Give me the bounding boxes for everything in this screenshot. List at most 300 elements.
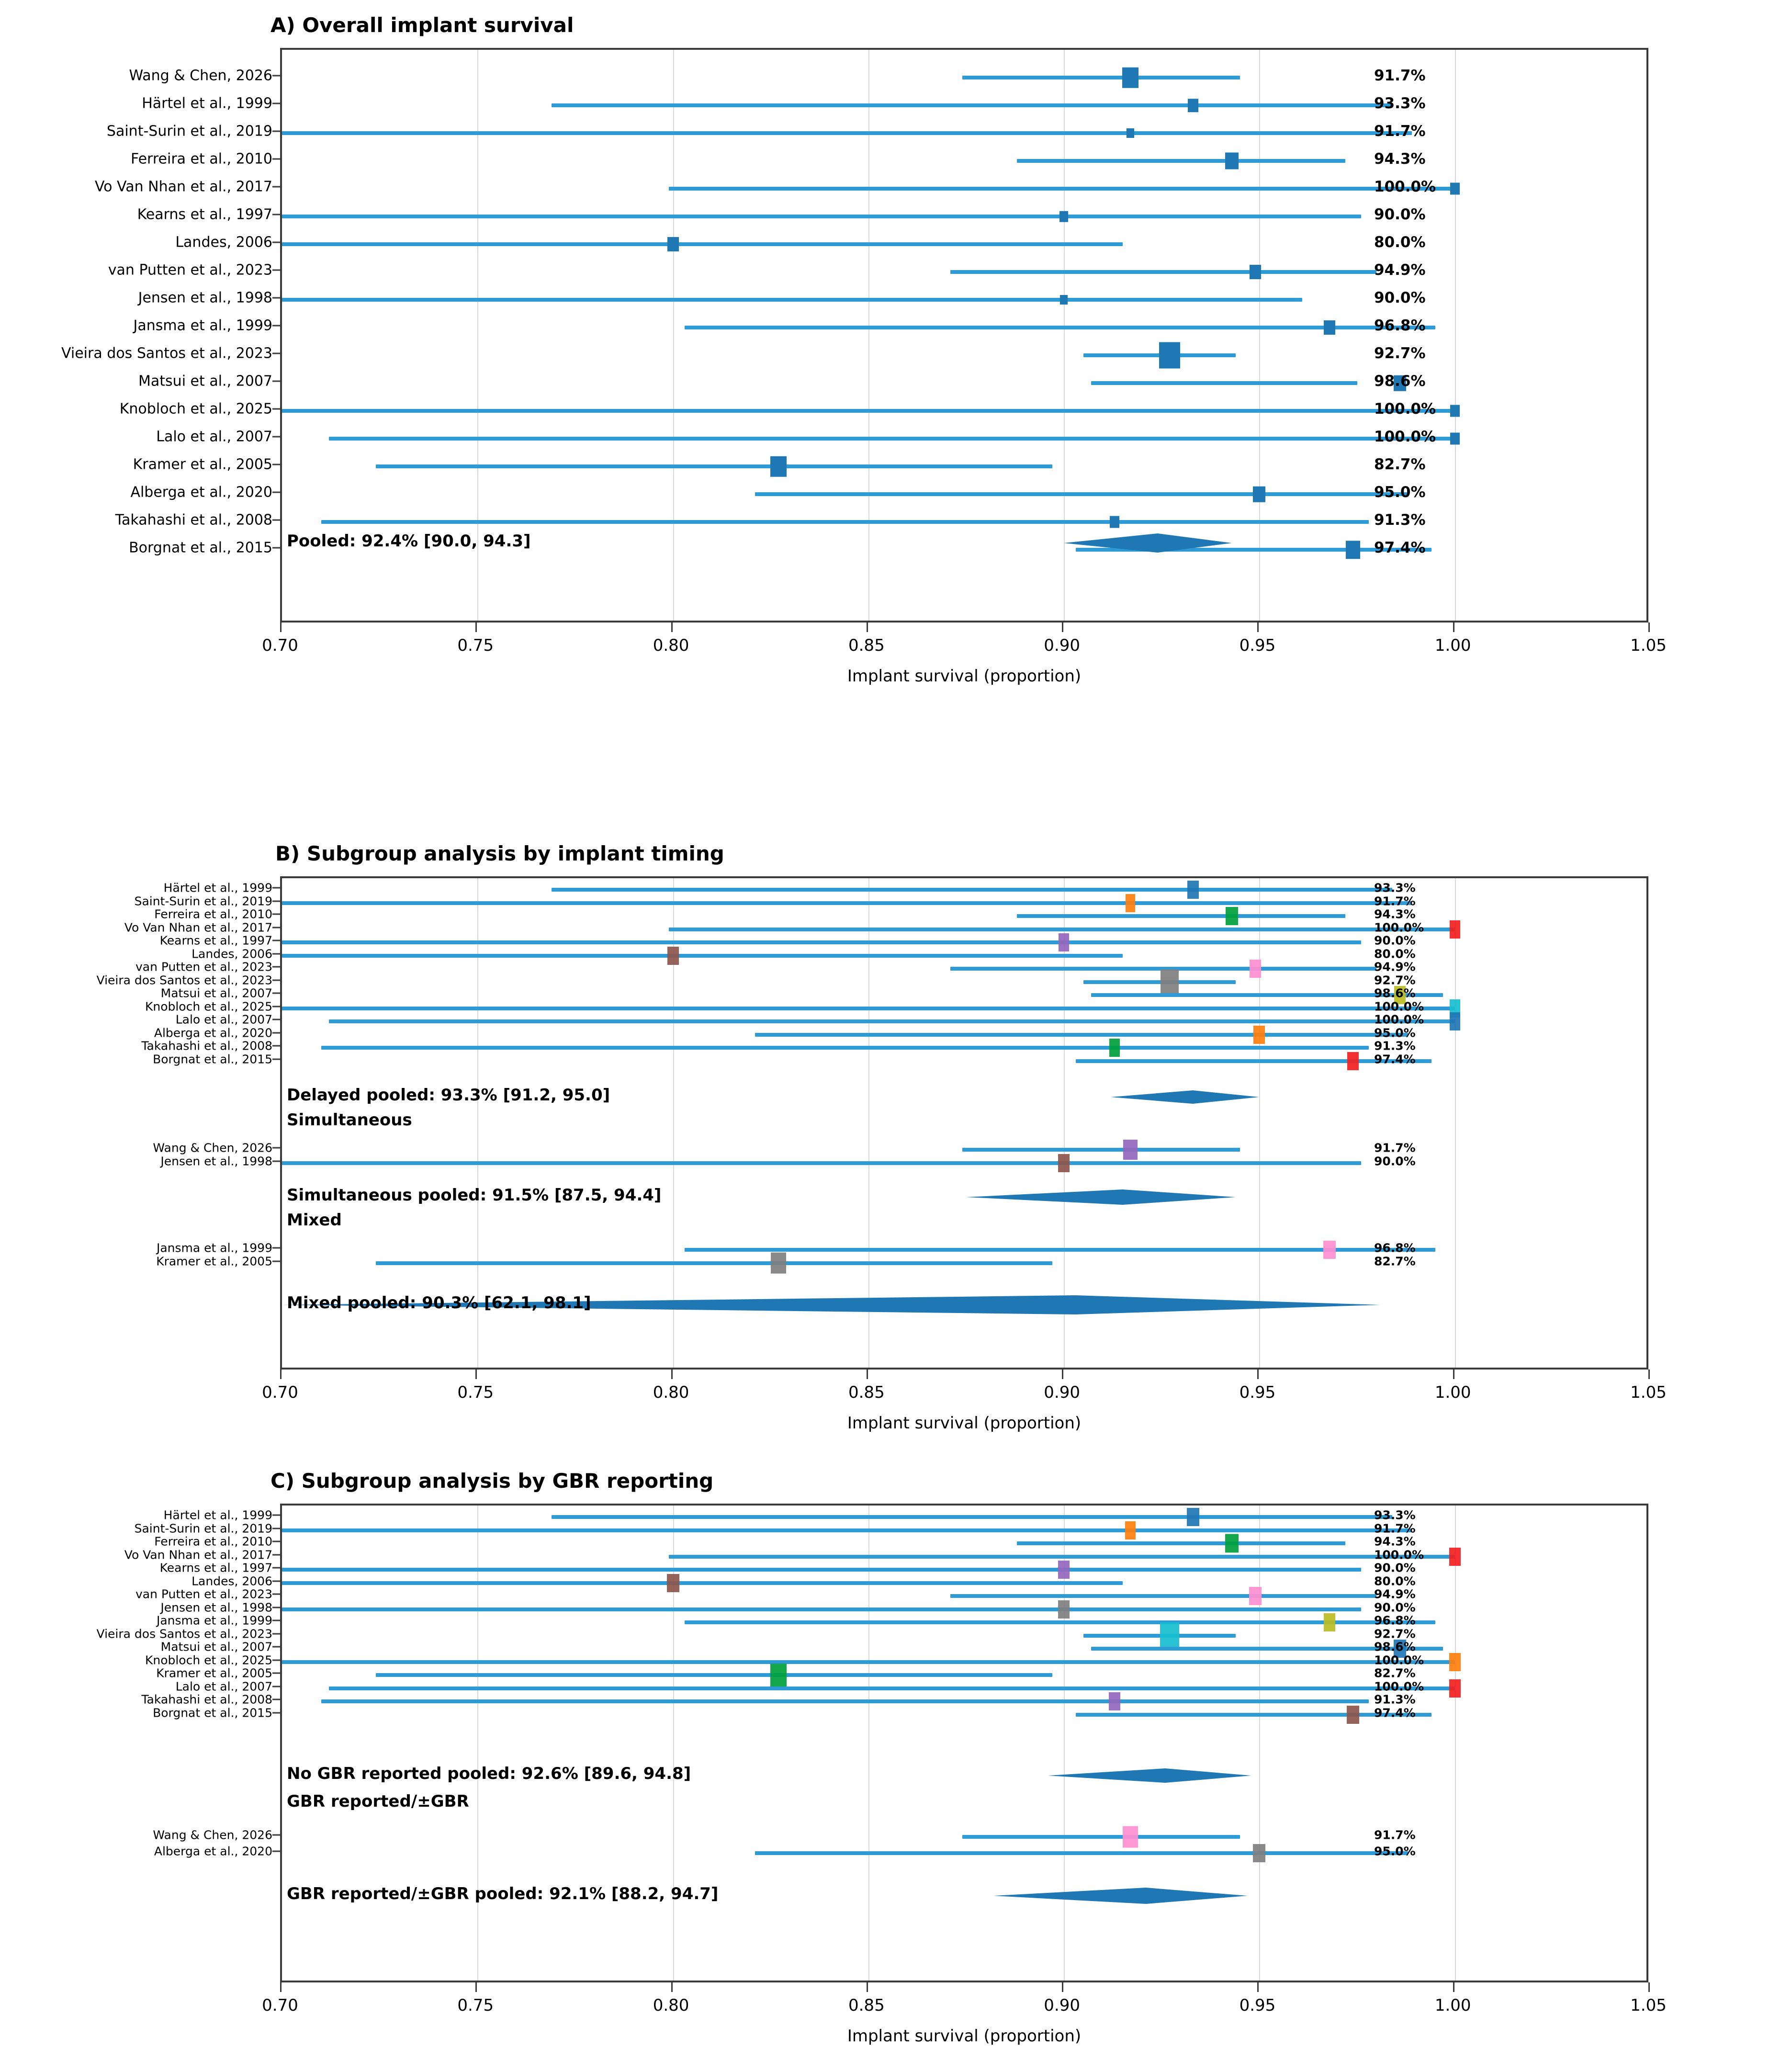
study-label: Kramer et al., 2005 [156, 1254, 272, 1268]
y-tick [272, 1515, 280, 1516]
study-label: Kramer et al., 2005 [156, 1666, 272, 1680]
ci-line [321, 1699, 1369, 1703]
study-label: Takahashi et al., 2008 [141, 1692, 272, 1707]
study-label: Alberga et al., 2020 [154, 1026, 272, 1040]
study-percent: 90.0% [1374, 289, 1426, 306]
y-tick [272, 1699, 280, 1700]
study-marker [1109, 1039, 1120, 1057]
study-label: Härtel et al., 1999 [163, 1508, 272, 1522]
ci-line [685, 1248, 1435, 1252]
gridline-0.90 [1064, 878, 1065, 1368]
study-percent: 90.0% [1374, 1600, 1416, 1614]
ci-line [685, 326, 1435, 329]
x-tick [280, 1982, 282, 1992]
study-percent: 96.8% [1374, 317, 1426, 334]
ci-line [552, 888, 1392, 892]
study-percent: 93.3% [1374, 95, 1426, 112]
pooled-diamond [1111, 1090, 1259, 1104]
x-tick [1453, 1370, 1454, 1379]
study-marker [1226, 907, 1238, 925]
study-marker [1110, 516, 1119, 528]
study-label: Landes, 2006 [192, 1574, 272, 1588]
study-label: Jansma et al., 1999 [133, 317, 272, 334]
y-tick [272, 1673, 280, 1674]
pooled-label: Delayed pooled: 93.3% [91.2, 95.0] [287, 1086, 610, 1105]
x-axis-title: Implant survival (proportion) [847, 667, 1082, 686]
y-tick [272, 966, 280, 968]
ci-line [321, 520, 1369, 524]
x-tick [867, 1370, 868, 1379]
study-label: Lalo et al., 2007 [175, 1012, 272, 1027]
ci-line [282, 1608, 1361, 1611]
x-tick-label: 0.90 [1044, 1383, 1080, 1402]
study-marker [1324, 320, 1335, 335]
x-tick-label: 0.90 [1044, 636, 1080, 655]
gridline-0.95 [1259, 878, 1260, 1368]
y-tick [272, 1646, 280, 1648]
study-percent: 94.3% [1374, 907, 1416, 921]
ci-line [282, 954, 1123, 958]
study-marker [1188, 99, 1198, 112]
study-label: Vieira dos Santos et al., 2023 [96, 973, 272, 987]
study-percent: 82.7% [1374, 1254, 1416, 1268]
study-percent: 96.8% [1374, 1241, 1416, 1255]
study-label: van Putten et al., 2023 [135, 960, 272, 974]
study-label: Härtel et al., 1999 [142, 95, 272, 112]
x-tick [867, 623, 868, 632]
ci-line [669, 928, 1454, 931]
y-tick [272, 1594, 280, 1595]
x-tick-label: 0.95 [1239, 1383, 1276, 1402]
study-percent: 82.7% [1374, 1666, 1416, 1680]
study-label: Lalo et al., 2007 [156, 428, 272, 445]
study-label: Jensen et al., 1998 [160, 1154, 272, 1168]
ci-line [282, 131, 1412, 135]
y-tick [272, 1541, 280, 1542]
ci-line [1091, 381, 1357, 385]
study-label: Kramer et al., 2005 [133, 456, 272, 473]
y-tick [272, 1633, 280, 1634]
study-label: Ferreira et al., 2010 [154, 1534, 272, 1549]
study-marker [1059, 211, 1068, 222]
study-marker [667, 237, 679, 251]
study-percent: 91.7% [1374, 67, 1426, 84]
x-tick [1453, 1982, 1454, 1992]
gridline-0.85 [868, 1506, 869, 1981]
x-axis-title: Implant survival (proportion) [847, 1414, 1082, 1433]
pooled-label: Pooled: 92.4% [90.0, 94.3] [287, 532, 531, 551]
x-tick [1257, 1370, 1259, 1379]
x-tick-label: 0.70 [262, 1996, 298, 2015]
study-percent: 97.4% [1374, 539, 1426, 556]
x-tick-label: 0.90 [1044, 1996, 1080, 2015]
ci-line [329, 1687, 1455, 1690]
study-marker [1323, 1241, 1336, 1259]
ci-line [282, 242, 1123, 246]
study-percent: 100.0% [1374, 1012, 1424, 1027]
ci-line [376, 1261, 1052, 1265]
study-percent: 92.7% [1374, 345, 1426, 362]
ci-line [282, 901, 1412, 905]
ci-line [1017, 1541, 1345, 1545]
study-percent: 93.3% [1374, 881, 1416, 895]
study-marker [1450, 920, 1460, 939]
y-tick [272, 1019, 280, 1020]
study-label: Matsui et al., 2007 [160, 986, 272, 1000]
ci-line [552, 103, 1392, 107]
ci-line [282, 1568, 1361, 1572]
x-tick [1062, 623, 1063, 632]
subgroup-heading: Simultaneous [287, 1110, 412, 1130]
study-label: Alberga et al., 2020 [154, 1844, 272, 1858]
study-marker [667, 947, 679, 965]
x-tick [475, 1982, 477, 1992]
y-tick [272, 492, 280, 493]
gridline-0.85 [868, 878, 869, 1368]
y-tick [272, 953, 280, 954]
study-marker [1250, 960, 1261, 978]
study-label: Saint-Surin et al., 2019 [134, 1521, 272, 1535]
study-marker [1449, 1653, 1461, 1671]
x-tick [867, 1982, 868, 1992]
pooled-label: No GBR reported pooled: 92.6% [89.6, 94.8] [287, 1764, 691, 1783]
y-tick [272, 1147, 280, 1149]
subgroup-heading: Mixed [287, 1211, 342, 1230]
study-percent: 100.0% [1374, 1679, 1424, 1693]
study-percent: 91.3% [1374, 1692, 1416, 1707]
ci-line [282, 298, 1302, 302]
x-tick [671, 1370, 673, 1379]
study-label: Knobloch et al., 2025 [145, 1653, 272, 1667]
ci-line [376, 1673, 1052, 1677]
x-tick-label: 0.80 [653, 1996, 689, 2015]
study-label: Kearns et al., 1997 [137, 206, 272, 223]
study-percent: 100.0% [1374, 920, 1424, 934]
x-tick-label: 0.70 [262, 636, 298, 655]
y-tick [272, 1045, 280, 1047]
study-marker [1126, 894, 1135, 912]
study-label: Borgnat et al., 2015 [129, 539, 272, 556]
study-percent: 90.0% [1374, 1561, 1416, 1575]
study-marker [1250, 265, 1261, 279]
ci-line [329, 1019, 1455, 1023]
gridline-1.00 [1455, 50, 1456, 621]
study-percent: 90.0% [1374, 933, 1416, 948]
study-percent: 80.0% [1374, 234, 1426, 251]
study-marker [667, 1574, 679, 1592]
study-label: Härtel et al., 1999 [163, 881, 272, 895]
x-tick-label: 0.85 [848, 1996, 885, 2015]
study-marker [1253, 487, 1265, 502]
study-marker [1225, 1534, 1239, 1552]
study-percent: 92.7% [1374, 1627, 1416, 1641]
study-percent: 91.3% [1374, 511, 1426, 529]
study-percent: 96.8% [1374, 1613, 1416, 1628]
study-label: Knobloch et al., 2025 [119, 400, 272, 418]
y-tick [272, 408, 280, 410]
y-tick [272, 1260, 280, 1262]
ci-line [282, 1161, 1361, 1165]
gridline-1.00 [1455, 1506, 1456, 1981]
study-percent: 100.0% [1374, 1653, 1424, 1667]
x-tick [1648, 1982, 1650, 1992]
y-tick [272, 887, 280, 889]
study-percent: 100.0% [1374, 178, 1436, 195]
pooled-diamond [1048, 1768, 1251, 1783]
study-marker [1109, 1692, 1120, 1710]
x-tick-label: 0.95 [1239, 636, 1276, 655]
x-tick [280, 1370, 282, 1379]
study-label: Jensen et al., 1998 [160, 1600, 272, 1614]
panel-C-title: C) Subgroup analysis by GBR reporting [270, 1469, 714, 1493]
x-tick-label: 0.75 [457, 1996, 494, 2015]
y-tick [272, 297, 280, 299]
y-tick [272, 900, 280, 902]
study-marker [770, 1664, 787, 1687]
study-marker [1346, 541, 1360, 559]
ci-line [962, 1148, 1240, 1152]
study-marker [1123, 1826, 1138, 1848]
ci-line [329, 437, 1455, 441]
study-marker [1347, 1706, 1359, 1724]
study-marker [1253, 1844, 1265, 1862]
study-marker [1060, 295, 1068, 305]
study-marker [771, 1252, 786, 1274]
study-percent: 97.4% [1374, 1706, 1416, 1720]
study-percent: 90.0% [1374, 206, 1426, 223]
study-label: Alberga et al., 2020 [130, 484, 272, 501]
pooled-diamond [966, 1189, 1236, 1205]
study-percent: 98.6% [1374, 986, 1416, 1000]
y-tick [272, 940, 280, 941]
x-tick-label: 1.05 [1630, 1383, 1667, 1402]
study-marker [1450, 433, 1460, 445]
study-label: Kearns et al., 1997 [159, 933, 272, 948]
study-label: Wang & Chen, 2026 [129, 67, 272, 84]
x-tick-label: 0.85 [848, 636, 885, 655]
ci-line [282, 1528, 1412, 1532]
y-tick [272, 1580, 280, 1582]
x-tick [280, 623, 282, 632]
x-tick [1453, 623, 1454, 632]
study-percent: 91.7% [1374, 894, 1416, 908]
study-marker [1450, 183, 1460, 195]
study-percent: 94.9% [1374, 960, 1416, 974]
study-percent: 93.3% [1374, 1508, 1416, 1522]
study-label: Landes, 2006 [192, 947, 272, 961]
ci-line [282, 1660, 1455, 1664]
study-marker [1225, 153, 1239, 170]
study-marker [1058, 1561, 1070, 1579]
y-tick [272, 325, 280, 327]
study-marker [1324, 1613, 1335, 1631]
x-tick-label: 0.95 [1239, 1996, 1276, 2015]
y-tick [272, 993, 280, 994]
study-label: Takahashi et al., 2008 [115, 511, 272, 529]
study-marker [1059, 933, 1069, 951]
study-marker [1187, 881, 1199, 899]
ci-line [282, 409, 1455, 413]
y-tick [272, 1160, 280, 1162]
study-label: Borgnat et al., 2015 [153, 1052, 272, 1066]
study-label: Takahashi et al., 2008 [141, 1039, 272, 1053]
ci-line [1017, 914, 1345, 918]
ci-line [950, 1594, 1376, 1598]
x-tick [1257, 1982, 1259, 1992]
study-label: Vieira dos Santos et al., 2023 [96, 1627, 272, 1641]
y-tick [272, 381, 280, 382]
x-tick-label: 0.75 [457, 1383, 494, 1402]
y-tick [272, 436, 280, 438]
ci-line [282, 1007, 1455, 1010]
study-marker [1122, 68, 1138, 88]
pooled-diamond [993, 1888, 1248, 1904]
ci-line [282, 215, 1361, 218]
study-percent: 100.0% [1374, 400, 1436, 418]
y-tick [272, 131, 280, 132]
study-percent: 90.0% [1374, 1154, 1416, 1168]
y-tick [272, 927, 280, 928]
x-tick [1648, 623, 1650, 632]
y-tick [272, 75, 280, 77]
ci-line [376, 464, 1052, 468]
y-tick [272, 214, 280, 215]
study-percent: 98.6% [1374, 1640, 1416, 1654]
gridline-0.85 [868, 50, 869, 621]
study-marker [1159, 342, 1180, 369]
ci-line [669, 187, 1454, 191]
study-marker [1253, 1026, 1265, 1044]
study-label: Landes, 2006 [175, 234, 272, 251]
study-marker [1347, 1052, 1359, 1070]
study-marker [1249, 1587, 1262, 1605]
study-label: Jensen et al., 1998 [138, 289, 272, 306]
x-tick-label: 1.05 [1630, 1996, 1667, 2015]
study-percent: 100.0% [1374, 428, 1436, 445]
x-tick [1062, 1370, 1063, 1379]
study-marker [1058, 1154, 1070, 1172]
x-tick [1062, 1982, 1063, 1992]
pooled-label: Mixed pooled: 90.3% [62.1, 98.1] [287, 1293, 591, 1313]
gridline-0.75 [477, 1506, 478, 1981]
y-tick [272, 1834, 280, 1836]
panel-B-title: B) Subgroup analysis by implant timing [275, 842, 724, 865]
x-tick-label: 0.75 [457, 636, 494, 655]
y-tick [272, 1620, 280, 1621]
ci-line [962, 1835, 1240, 1839]
x-tick-label: 1.05 [1630, 636, 1667, 655]
y-tick [272, 1006, 280, 1007]
study-label: van Putten et al., 2023 [135, 1587, 272, 1601]
study-marker [1449, 1679, 1461, 1698]
y-tick [272, 103, 280, 104]
x-axis-title: Implant survival (proportion) [847, 2026, 1082, 2046]
y-tick [272, 464, 280, 465]
pooled-label: Simultaneous pooled: 91.5% [87.5, 94.4] [287, 1186, 662, 1205]
ci-line [282, 1581, 1123, 1585]
study-percent: 80.0% [1374, 947, 1416, 961]
y-tick [272, 1058, 280, 1060]
study-marker [770, 456, 787, 477]
study-label: Matsui et al., 2007 [160, 1640, 272, 1654]
x-tick [1257, 623, 1259, 632]
x-tick [475, 1370, 477, 1379]
y-tick [272, 1659, 280, 1661]
y-tick [272, 1032, 280, 1033]
x-tick-label: 1.00 [1434, 1383, 1471, 1402]
ci-line [755, 1033, 1408, 1037]
study-percent: 91.7% [1374, 1521, 1416, 1535]
gridline-0.95 [1259, 50, 1260, 621]
study-label: Kearns et al., 1997 [159, 1561, 272, 1575]
ci-line [321, 1046, 1369, 1050]
y-tick [272, 1686, 280, 1687]
y-tick [272, 520, 280, 521]
y-tick [272, 1712, 280, 1713]
study-label: Vo Van Nhan et al., 2017 [94, 178, 272, 195]
pooled-label: GBR reported/±GBR pooled: 92.1% [88.2, 94.7] [287, 1884, 719, 1903]
x-tick [671, 623, 673, 632]
study-percent: 92.7% [1374, 973, 1416, 987]
study-label: Vo Van Nhan et al., 2017 [124, 920, 272, 934]
study-percent: 95.0% [1374, 1026, 1416, 1040]
study-percent: 94.3% [1374, 150, 1426, 168]
x-tick-label: 0.85 [848, 1383, 885, 1402]
study-percent: 80.0% [1374, 1574, 1416, 1588]
study-label: Ferreira et al., 2010 [154, 907, 272, 921]
ci-line [755, 1851, 1408, 1855]
study-label: Saint-Surin et al., 2019 [106, 123, 272, 140]
x-tick [475, 623, 477, 632]
study-label: Wang & Chen, 2026 [153, 1828, 272, 1842]
study-percent: 95.0% [1374, 484, 1426, 501]
study-percent: 97.4% [1374, 1052, 1416, 1066]
x-tick-label: 1.00 [1434, 636, 1471, 655]
x-tick [1648, 1370, 1650, 1379]
gridline-0.95 [1259, 1506, 1260, 1981]
study-percent: 94.3% [1374, 1534, 1416, 1549]
study-percent: 91.7% [1374, 123, 1426, 140]
gridline-1.00 [1455, 878, 1456, 1368]
y-tick [272, 979, 280, 981]
study-percent: 100.0% [1374, 999, 1424, 1013]
y-tick [272, 158, 280, 160]
ci-line [950, 270, 1376, 274]
y-tick [272, 1567, 280, 1569]
x-tick [671, 1982, 673, 1992]
y-tick [272, 270, 280, 271]
study-percent: 94.9% [1374, 1587, 1416, 1601]
y-tick [272, 1528, 280, 1529]
y-tick [272, 914, 280, 915]
study-label: Knobloch et al., 2025 [145, 999, 272, 1013]
study-marker [1125, 1521, 1136, 1540]
study-marker [1058, 1600, 1070, 1619]
study-label: Matsui et al., 2007 [138, 373, 272, 390]
study-label: Vo Van Nhan et al., 2017 [124, 1548, 272, 1562]
study-label: Saint-Surin et al., 2019 [134, 894, 272, 908]
y-tick [272, 353, 280, 354]
ci-line [669, 1555, 1454, 1559]
y-tick [272, 547, 280, 549]
study-label: Wang & Chen, 2026 [153, 1141, 272, 1155]
study-marker [1123, 1140, 1138, 1160]
ci-line [755, 492, 1408, 496]
ci-line [1083, 980, 1236, 984]
study-label: Jansma et al., 1999 [156, 1241, 272, 1255]
pooled-diamond [1064, 533, 1232, 553]
study-percent: 95.0% [1374, 1844, 1416, 1858]
